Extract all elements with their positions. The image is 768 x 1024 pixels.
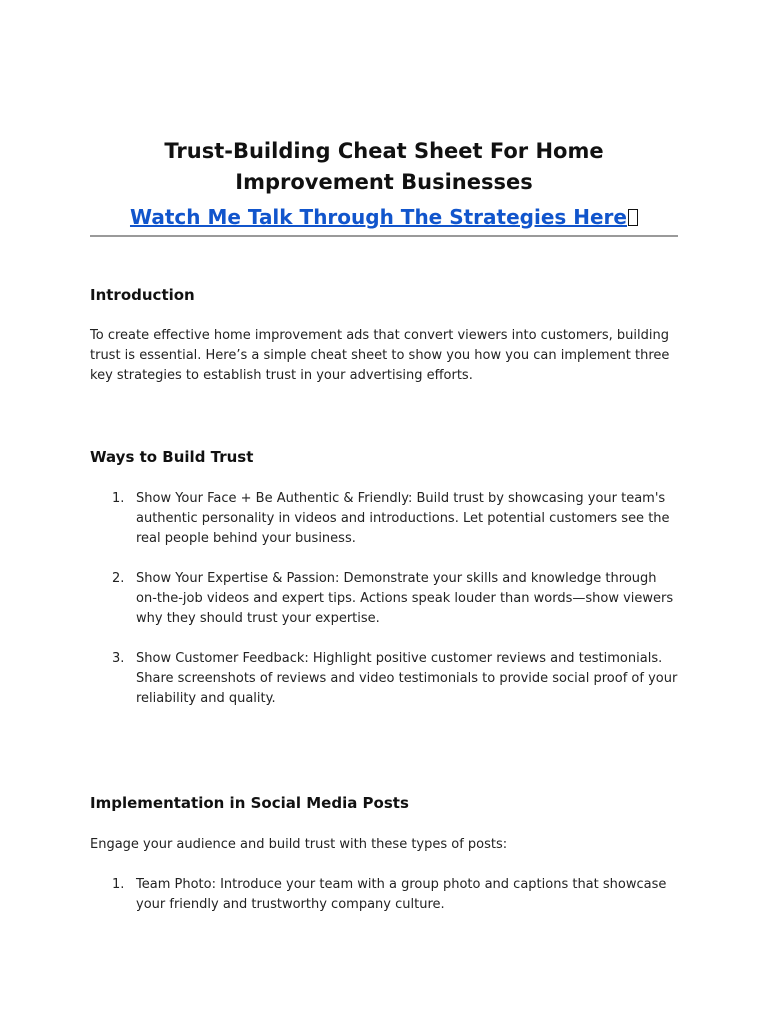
document-title: Trust-Building Cheat Sheet For Home Improvement Businesses xyxy=(164,139,604,194)
list-item-text: Show Your Expertise & Passion: Demonstrate your skills and knowledge through on-the-job videos and expert tips. Actions speak louder than words—show viewers why they should trust your expertise. xyxy=(136,571,674,626)
implementation-paragraph: Engage your audience and build trust with these types of posts: xyxy=(90,837,508,852)
missing-glyph-icon xyxy=(628,209,638,226)
video-link-line xyxy=(90,202,678,232)
introduction-heading: Introduction xyxy=(90,286,195,304)
list-item-text: Show Customer Feedback: Highlight positive customer reviews and testimonials. Share screenshots of reviews and video testimonials to provide social proof of your reliability and quality. xyxy=(136,651,678,706)
list-item-text: Team Photo: Introduce your team with a group photo and captions that showcase your friendly and trustworthy company culture. xyxy=(136,877,667,912)
title-divider xyxy=(90,235,678,237)
list-item-number: 1. xyxy=(112,491,125,506)
implementation-heading: Implementation in Social Media Posts xyxy=(90,794,409,812)
list-item-number: 1. xyxy=(112,877,125,892)
list-item-text: Show Your Face + Be Authentic & Friendly: Build trust by showcasing your team's authentic personality in videos and introductions. Let potential customers see the real people behind your business. xyxy=(136,491,670,546)
watch-strategies-link[interactable]: Watch Me Talk Through The Strategies Here xyxy=(129,205,627,229)
list-item-number: 3. xyxy=(112,651,125,666)
list-item-number: 2. xyxy=(112,571,125,586)
introduction-paragraph: To create effective home improvement ads that convert viewers into customers, building trust is essential. Here’s a simple cheat sheet to show you how you can implement three key strategies to establish trust in your advertising efforts. xyxy=(90,328,670,383)
ways-heading: Ways to Build Trust xyxy=(90,448,254,466)
